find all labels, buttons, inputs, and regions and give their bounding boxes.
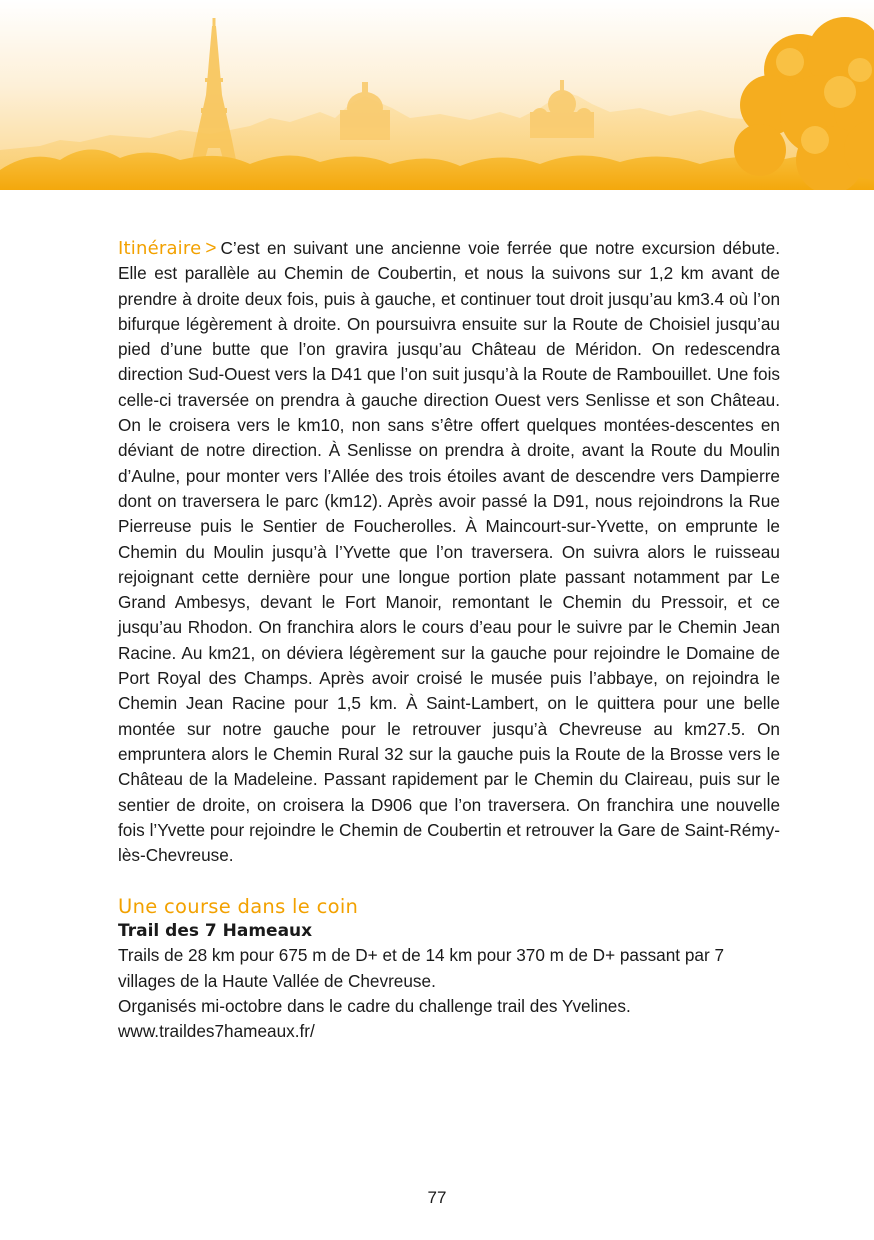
chevron-right-icon: > xyxy=(205,238,217,259)
race-name: Trail des 7 Hameaux xyxy=(118,921,313,942)
paris-skyline-illustration xyxy=(0,0,874,190)
race-website: www.traildes7hameaux.fr/ xyxy=(118,1021,315,1042)
race-date: Organisés mi-octobre dans le cadre du challenge trail des Yvelines. xyxy=(118,996,631,1017)
itinerary-heading: Itinéraire xyxy=(118,238,202,259)
page-number: 77 xyxy=(427,1188,447,1207)
itinerary-text: C’est en suivant une ancienne voie ferrée que notre excursion débute. Elle est parallèle au Chemin de Coubertin, et nous la suivons sur 1,2 km avant de prendre à droite deux fois, puis à gauche, et continuer tout droit jusqu’au km3.4 où l’on bifurque légèrement à droite. On poursuivra ensuite sur la Route de Choisiel jusqu’au pied d’une butte que l’on gravira jusqu’au Château de Méridon. On redescendra direction Sud-Ouest vers la D41 que l’on suit jusqu’à la Route de Rambouillet. Une fois celle-ci traversée on prendra à gauche direction Ouest vers Senlisse et son Château. On le croisera vers le km10, non sans s’être offert quelques montées-descentes en déviant de notre direction. À Senlisse on prendra à droite, avant la Route du Moulin d’Aulne, pour monter vers l’Allée des trois étoiles avant de descendre vers Dampierre dont on traversera le parc (km12). Après avoir passé la D91, nous rejoindrons la Rue Pierreuse puis le Sentier de Foucherolles. À Maincourt-sur-Yvette, on emprunte le Chemin du Moulin jusqu’à l’Yvette que l’on traversera. On suivra alors le ruisseau rejoignant cette dernière pour une longue portion plate passant notamment par Le Grand Ambesys, devant le Fort Manoir, remontant le Chemin du Pressoir, et ce jusqu’au Rhodon. On franchira alors le cours d’eau pour le suivre par le Chemin Jean Racine. Au km21, on déviera légèrement sur la gauche pour rejoindre le Domaine de Port Royal des Champs. Après avoir croisé le musée puis l’abbaye, on rejoindra le Chemin Jean Racine pour 1,5 km. À Saint-Lambert, on le quittera pour une belle montée sur notre gauche pour le retrouver jusqu’à Chevreuse au km27.5. On empruntera alors le Chemin Rural 32 sur la gauche puis la Route de la Brosse vers le Château de la Madeleine. Passant rapidement par le Chemin du Claireau, puis sur le sentier de droite, on croisera la D906 que l’on traversera. On franchira une nouvelle fois l’Yvette pour rejoindre le Chemin de Coubertin et retrouver la Gare de Saint-Rémy-lès-Chevreuse. xyxy=(118,238,780,866)
itinerary-paragraph xyxy=(118,236,780,868)
header-banner xyxy=(0,0,874,190)
page-content xyxy=(118,236,780,1045)
race-description: Trails de 28 km pour 675 m de D+ et de 14 km pour 370 m de D+ passant par 7 villages de la Haute Vallée de Chevreuse. xyxy=(118,945,725,991)
race-section-title: Une course dans le coin xyxy=(118,895,359,919)
